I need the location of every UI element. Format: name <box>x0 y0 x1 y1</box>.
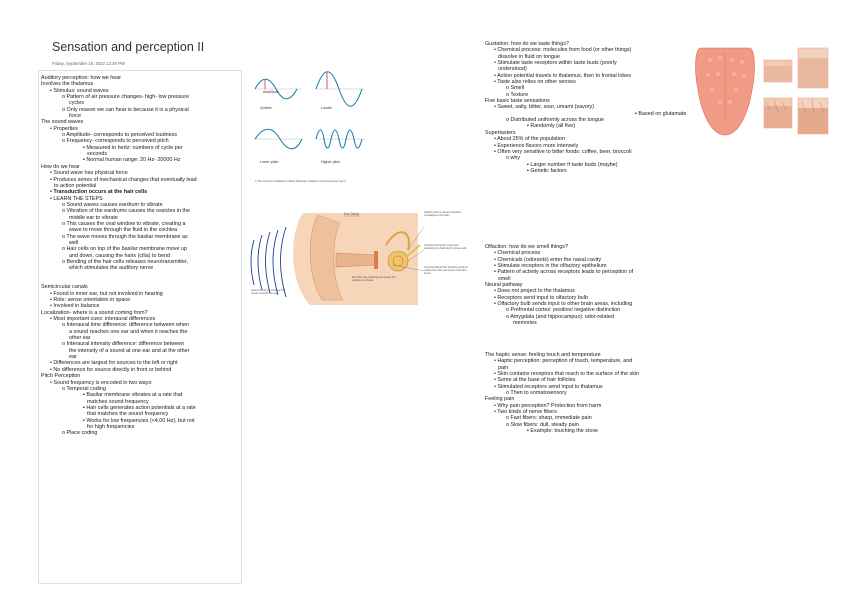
col3b-line: • Stimulate receptors in the olfactory epithelium <box>494 263 607 270</box>
col1-line: • Found in inner ear, but not involved in hearing <box>50 290 163 297</box>
ear-canal-label: Ear Canal <box>344 212 359 216</box>
col3c-line: • Haptic perception: perception of touch, temperature, and <box>494 358 633 365</box>
ear-illustration <box>248 205 480 315</box>
col1-line: The sound waves <box>41 119 84 126</box>
col1-line: cycles <box>69 100 84 107</box>
col1-line: o Only reason we can hear is because it is a physical <box>62 106 189 113</box>
col1-line: o Interaural intensity difference: difference between <box>62 341 185 348</box>
col3a-line: o Smell <box>506 85 524 92</box>
page-date: Friday, September 16, 2022 12:39 PM <box>52 61 125 66</box>
quieter-label: Quieter <box>260 106 272 110</box>
col1-line: o Sound waves causes eardrum to vibrate <box>62 201 163 208</box>
haptic-notes <box>485 352 639 434</box>
col3a-line: ▪ Larger number if taste buds (maybe) <box>527 161 618 168</box>
tongue-figure <box>690 40 760 150</box>
col1-line: • Produces series of mechanical changes that eventually lead <box>50 176 197 183</box>
col3a-line: Five basic taste sensations <box>485 98 550 105</box>
col1-line: ear <box>69 354 77 361</box>
col1-line: • No difference for source directly in front or behind <box>50 366 172 373</box>
col1-line: that matches the sound frequency <box>87 411 169 418</box>
col1-line: o Vibration of the eardrums causes the ossicles in the <box>62 208 190 215</box>
louder-label: Louder <box>321 106 333 110</box>
col3b-line: • Chemical process <box>494 250 541 257</box>
col3c-line: o Slow fibers: dull, steady pain <box>506 421 579 428</box>
col1-line: o Interaural time difference: difference between when <box>62 322 189 329</box>
col3a-line: o Distributed uniformly across the tongue <box>506 117 604 124</box>
col3b-line: • Receptors send input to olfactory bulb <box>494 294 588 301</box>
col1-line: Auditory perception: how we hear <box>41 75 122 81</box>
col1-line: which stimulates the auditory nerve <box>69 265 154 272</box>
olfaction-notes <box>485 244 633 326</box>
col3c-line: ▪ Example: touching the stove <box>527 428 599 435</box>
col3a-line: • Stimulate taste receptors within taste buds (poorly <box>494 60 617 67</box>
col1-line: • Sound wave has physical force <box>50 170 128 177</box>
col3a-line: ▪ Based on glutamate <box>635 110 687 117</box>
col1-line: • Involved in balance <box>50 303 100 310</box>
col3b-line: o Amygdala (and hippocampus): odor-related <box>506 313 614 320</box>
inner-ear-bones-label: Inner Ear Bones the vibrating eardrum makes the inner ear bones move like levers <box>424 266 468 275</box>
eardrum-label: Ear Drum the vibrating ear causes the eardrum to vibrate <box>352 276 396 282</box>
col1-line: for high frequencies <box>87 423 135 430</box>
col3a-line: ▪ Randomly (all five) <box>527 123 576 130</box>
col1-line: force <box>69 113 81 120</box>
col1-line: • Sound frequency is encoded in two ways: <box>50 379 153 386</box>
skin-figure <box>758 40 842 150</box>
col3a-line: • About 25% of the population <box>494 136 565 143</box>
col1-line: to action potential <box>54 182 97 189</box>
col1-line: ▪ Measured in hertz: numbers of cycle per <box>83 144 183 151</box>
col1-line: o Temporal coding <box>62 385 106 392</box>
col1-line: o Pattern of air pressure changes- high- low pressure <box>62 94 190 101</box>
col1-line: o Place coding <box>62 430 98 437</box>
col3c-line: pain <box>498 364 509 371</box>
cochlea-label: Cochlea the bones' movement transferred to fluid which moves cells <box>424 244 467 250</box>
col3b-line: Neural pathway <box>485 282 523 289</box>
lower-pitch-label: Lower pitch <box>260 160 279 164</box>
auditory-nerve-label: Auditory Nerve carries electrical messages to the brain <box>424 211 461 217</box>
col1-line: o Amplitude- corresponds to perceived loudness <box>62 132 178 139</box>
col3b-line: smell <box>498 275 511 282</box>
col3a-line: • Chemical process: molecules from food (or other things) <box>494 47 632 54</box>
col1-line: • Role: sense orientation in space <box>50 297 131 304</box>
col3a-line: • Sweet, salty, bitter, sour, umami (savory) <box>494 104 595 111</box>
col3b-line: • Chemicals (odorants) enter the nasal cavity <box>494 256 602 263</box>
col1-line: matches sound frequency <box>87 398 149 405</box>
col1-line: ▪ Hair cells generates action potentials at a rate <box>83 404 196 411</box>
auditory-notes <box>41 75 197 437</box>
col1-line: • Stimulus: sound waves <box>50 87 109 94</box>
col1-line: Involves the thalamus <box>41 81 94 88</box>
col3a-line: dissolve in fluid on tongue <box>498 53 561 60</box>
col3b-line: • Does not project to the thalamus <box>494 288 575 295</box>
col1-line: ▪ Normal human range: 20 Hz- 20000 Hz <box>83 157 181 164</box>
col3a-line: o Texture <box>506 91 529 98</box>
col1-line: the intensity of a sound at one ear and at the other <box>69 347 190 354</box>
col1-line: How do we hear <box>41 163 80 170</box>
sound-wave-figure <box>252 64 372 189</box>
col1-line: well <box>69 239 79 246</box>
higher-pitch-label: Higher pitch <box>321 160 341 164</box>
col1-line: • Properties <box>50 125 78 132</box>
col3c-line: • Why pain perception? Protection from harm <box>494 402 602 409</box>
col1-line: • Most important cues: interaural differences <box>50 316 156 323</box>
gustation-notes <box>485 41 686 174</box>
sound-waves-label: Sound waves air vibrates and moves towards the ear <box>251 289 286 295</box>
col3a-line: ▪ Genetic factors <box>527 167 567 174</box>
col1-line: o The wave moves through the basilar membrane as <box>62 233 188 240</box>
col1-line: Semicircular canals <box>41 284 88 291</box>
wave-illustration <box>252 64 372 189</box>
col3c-line: o Fast fibers: sharp, immediate pain <box>506 415 592 422</box>
amplitude-label: Amplitude <box>263 90 279 94</box>
col1-line: • Differences are largest for sources to the left or right <box>50 360 178 367</box>
col1-line: o Bending of the hair cells releases neurotransmitter, <box>62 258 188 265</box>
col3b-line: • Pattern of activity across receptors leads to perception of <box>494 269 634 276</box>
col3c-line: • Some at the base of hair follicles <box>494 377 576 384</box>
col1-line: other ear <box>69 335 91 342</box>
col1-line: and down, causing the hairs (cilia) to bend <box>69 252 170 259</box>
col1-line: • Transduction occurs at the hair cells <box>50 189 148 196</box>
figure-credit: © The University of Waikato Te Whare Wānanga o Waikato | www.sciencelearn.org.nz <box>255 180 346 183</box>
col3a-line: • Taste also relies on other senses <box>494 79 576 86</box>
col1-line: ▪ Works for low frequencies (<4,00 Hz), but not <box>83 417 195 424</box>
page-title: Sensation and perception II <box>52 40 205 54</box>
col3a-line: • Experience flavors more intensely <box>494 142 579 149</box>
col3a-line: • Action potential travels to thalamus, then to frontal lobes <box>494 72 632 79</box>
col1-line: o Hair cells on top of the basilar membrane move up <box>62 246 187 253</box>
col1-line: o This causes the oval window to vibrate, creating a <box>62 220 186 227</box>
col3a-line: Supertasters <box>485 129 516 136</box>
col3a-line: Gustation: how do we taste things? <box>485 41 569 47</box>
col3b-line: • Olfactory bulb sends input to other brain areas, including <box>494 301 633 308</box>
col1-line: seconds <box>87 151 108 158</box>
col3c-line: • Skin contains receptors that reach to the surface of the skin <box>494 371 640 378</box>
col1-line: • LEARN THE STEPS <box>50 195 103 202</box>
col1-line: Pitch Perception <box>41 373 81 380</box>
col3c-line: Feeling pain <box>485 396 515 403</box>
col3a-line: understood) <box>498 66 527 73</box>
skin-illustration <box>758 40 842 150</box>
col3a-line: o why <box>506 155 521 162</box>
col1-line: middle ear to vibrate <box>69 214 118 221</box>
col3c-line: The haptic sense: feeling touch and temperature <box>485 352 601 358</box>
col3c-line: • Two kinds of nerve fibers <box>494 409 557 416</box>
col1-line: a sound reaches one ear and when it reaches the <box>69 328 188 335</box>
col3a-line: • Often very sensitive to bitter foods: coffee, beer, broccoli <box>494 148 632 155</box>
col3b-line: memories <box>513 320 537 327</box>
tongue-illustration <box>690 40 760 150</box>
col1-line: ▪ Basilar membrane vibrates at a rate that <box>83 392 183 399</box>
col1-line: o Frequency- corresponds to perceived pitch <box>62 138 169 145</box>
col3c-line: • Stimulated receptors send input to thalamus <box>494 383 603 390</box>
col3c-line: o Then to somatosensory <box>506 390 567 397</box>
col1-line: wave to move through the fluid in the cochlea <box>69 227 178 234</box>
col3b-line: o Prefrontal cortex: positive/ negative distinction <box>506 307 621 314</box>
ear-anatomy-figure <box>248 205 480 315</box>
col1-line: Localization- where is a sound coming from? <box>41 309 148 316</box>
col3b-line: Olfaction: how do we smell things? <box>485 244 568 250</box>
